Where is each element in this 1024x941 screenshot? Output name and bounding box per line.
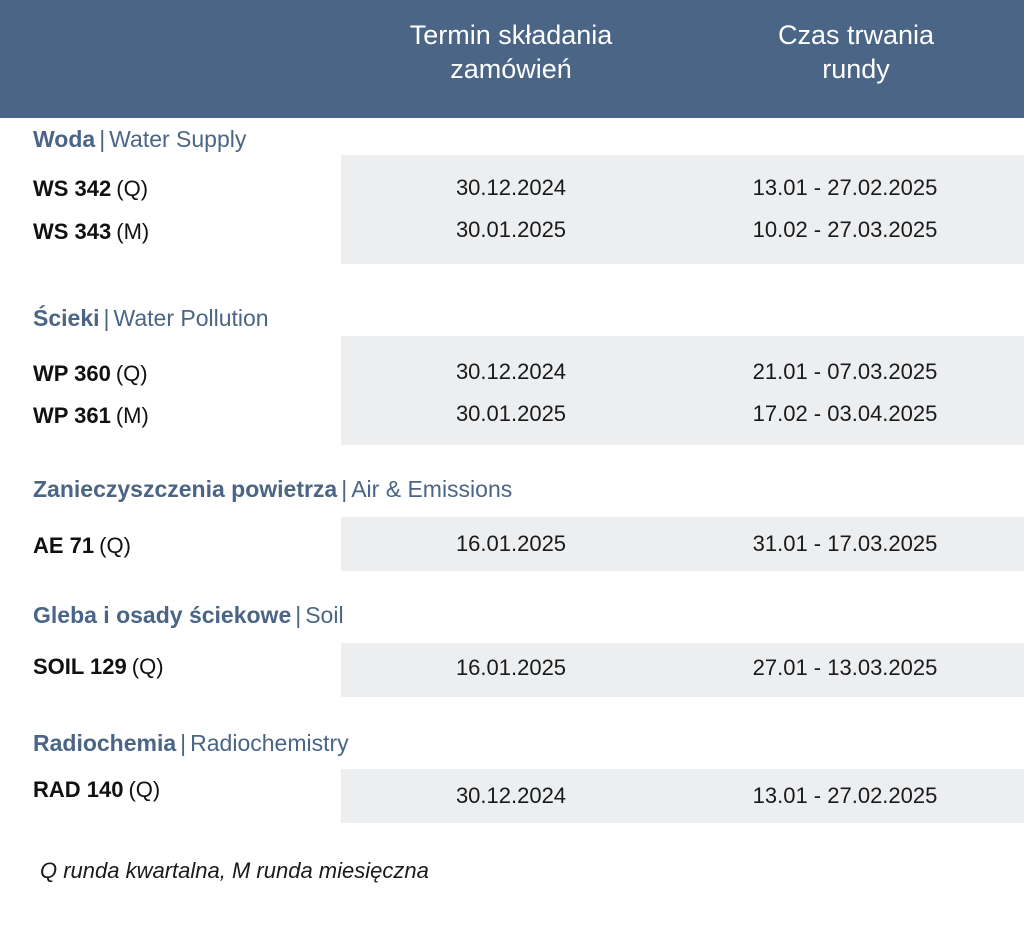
section-title-air-emissions [33, 476, 512, 503]
order-deadline: 30.01.2025 [455, 401, 567, 426]
round-type: (Q) [131, 654, 164, 679]
footnote-legend: Q runda kwartalna, M runda miesięczna [40, 858, 429, 883]
section-title-pl: Ścieki [33, 305, 100, 331]
section-title-en: Air & Emissions [351, 476, 513, 502]
header-round-duration-line2: rundy [822, 54, 890, 84]
section-title-pl: Zanieczyszczenia powietrza [33, 476, 338, 502]
section-title-en: Water Pollution [113, 305, 269, 331]
table-header [0, 0, 1024, 118]
section-title-en: Radiochemistry [190, 730, 349, 756]
order-deadline: 30.12.2024 [455, 175, 567, 200]
round-type: (M) [115, 403, 149, 428]
scheme-code: WP 361 [33, 403, 111, 428]
table-row-code [33, 176, 148, 202]
table-row-code [33, 361, 148, 387]
table-row-code [33, 533, 131, 559]
round-type: (Q) [128, 777, 161, 802]
round-duration: 10.02 - 27.03.2025 [752, 217, 938, 242]
round-type: (Q) [99, 533, 131, 558]
title-separator: | [103, 305, 110, 331]
header-order-deadline-line1: Termin składania [409, 20, 613, 50]
round-duration: 13.01 - 27.02.2025 [752, 783, 938, 808]
scheme-code: WS 343 [33, 219, 112, 244]
title-separator: | [99, 126, 106, 152]
scheme-code: SOIL 129 [33, 654, 127, 679]
title-separator: | [180, 730, 187, 756]
round-duration: 13.01 - 27.02.2025 [752, 175, 938, 200]
round-type: (Q) [115, 361, 148, 386]
header-order-deadline [361, 18, 661, 86]
round-duration: 27.01 - 13.03.2025 [752, 655, 938, 680]
section-rows-background [341, 155, 1024, 264]
order-deadline: 16.01.2025 [455, 531, 567, 556]
round-type: (Q) [116, 176, 149, 201]
order-deadline: 16.01.2025 [455, 655, 567, 680]
round-duration: 21.01 - 07.03.2025 [752, 359, 938, 384]
scheme-code: AE 71 [33, 533, 95, 558]
header-round-duration [706, 18, 1006, 86]
table-row-code [33, 654, 164, 680]
section-title-water-supply [33, 126, 246, 153]
section-title-en: Water Supply [109, 126, 247, 152]
title-separator: | [341, 476, 348, 502]
round-duration: 31.01 - 17.03.2025 [752, 531, 938, 556]
scheme-code: WP 360 [33, 361, 111, 386]
section-title-soil [33, 602, 344, 629]
section-title-pl: Gleba i osady ściekowe [33, 602, 292, 628]
order-deadline: 30.01.2025 [455, 217, 567, 242]
scheme-code: RAD 140 [33, 777, 124, 802]
section-title-water-pollution [33, 305, 269, 332]
section-rows-background [341, 336, 1024, 445]
round-type: (M) [116, 219, 150, 244]
section-title-radiochemistry [33, 730, 349, 757]
round-duration: 17.02 - 03.04.2025 [752, 401, 938, 426]
table-row-code [33, 777, 160, 803]
order-deadline: 30.12.2024 [455, 783, 567, 808]
section-title-pl: Woda [33, 126, 96, 152]
section-title-en: Soil [305, 602, 344, 628]
table-row-code [33, 403, 149, 429]
header-order-deadline-line2: zamówień [450, 54, 572, 84]
scheme-code: WS 342 [33, 176, 112, 201]
title-separator: | [295, 602, 302, 628]
header-round-duration-line1: Czas trwania [777, 20, 935, 50]
table-row-code [33, 219, 149, 245]
order-deadline: 30.12.2024 [455, 359, 567, 384]
section-title-pl: Radiochemia [33, 730, 177, 756]
